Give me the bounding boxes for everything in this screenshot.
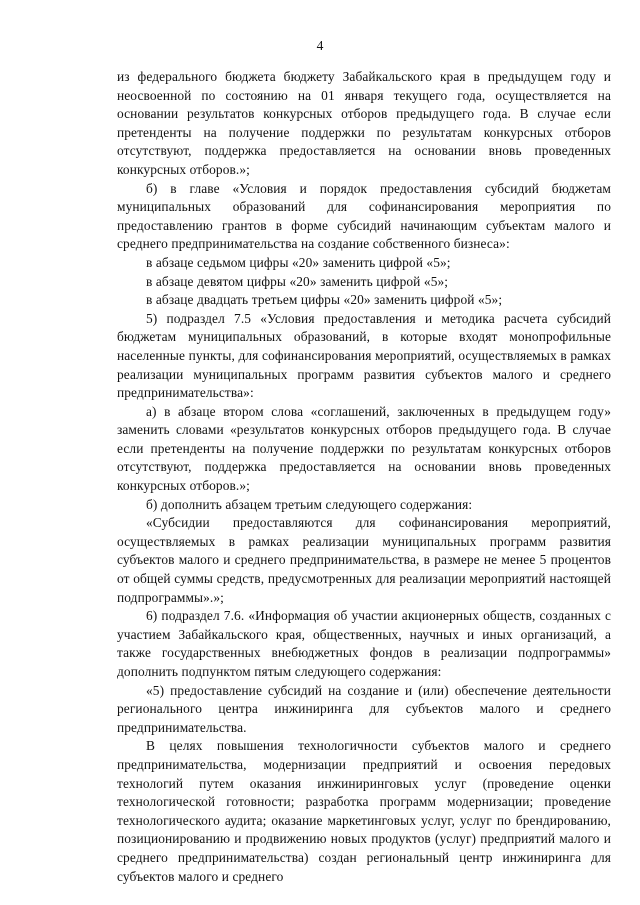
paragraph-quote-subsidies: «Субсидии предоставляются для софинансирования мероприятий, осуществляемых в рамках реализации муниципальных программ развития субъектов малого и среднего предпринимательства, в размере не менее 5 процентов от общей суммы средств, предусмотренных для реализации мероприятий настоящей подпрограммы».»; [117, 515, 611, 605]
paragraph-continuation: из федерального бюджета бюджету Забайкальского края в предыдущем году и неосвоенной по состоянию на 01 января текущего года, осуществляется на основании результатов конкурсных отборов предыдущего года. В случае если претенденты на получение поддержки по результатам конкурсных отборов отсутствуют, поддержка предоставляется на основании вновь проведенных конкурсных отборов.»; [117, 69, 611, 177]
paragraph-subsection-7-6: 6) подраздел 7.6. «Информация об участии акционерных обществ, созданных с участием Забайкальского края, общественных, научных и иных организаций, а также государственных внебюджетных фондов в реализации подпрограммы» дополнить подпунктом пятым следующего содержания: [117, 608, 611, 679]
paragraph-quote-item-5: «5) предоставление субсидий на создание и (или) обеспечение деятельности регионального центра инжиниринга для субъектов малого и среднего предпринимательства. [117, 682, 611, 735]
paragraph-subsection-7-5: 5) подраздел 7.5 «Условия предоставления и методика расчета субсидий бюджетам муниципальных образований, в которые входят монопрофильные населенные пункты, для софинансирования мероприятий, осуществляемых в рамках реализации муниципальных программ развития субъектов малого и среднего предпринимательства»: [117, 310, 611, 401]
page-number: 4 [316, 38, 324, 53]
document-body [117, 68, 611, 886]
paragraph-item-b-add: б) дополнить абзацем третьим следующего содержания: [146, 496, 473, 512]
paragraph-replace-seventh: в абзаце седьмом цифры «20» заменить цифрой «5»; [146, 254, 451, 270]
paragraph-replace-twenty-third: в абзаце двадцать третьем цифры «20» заменить цифрой «5»; [146, 292, 503, 308]
paragraph-replace-ninth: в абзаце девятом цифры «20» заменить цифрой «5»; [146, 273, 449, 289]
paragraph-item-a: а) в абзаце втором слова «соглашений, заключенных в предыдущем году» заменить словами «результатов конкурсных отборов предыдущего года. В случае если претенденты на получение поддержки по результатам конкурсных отборов отсутствуют, поддержка предоставляется на основании вновь проведенных конкурсных отборов.»; [117, 403, 611, 494]
paragraph-item-b-chapter: б) в главе «Условия и порядок предоставления субсидий бюджетам муниципальных образований для софинансирования мероприятия по предоставлению грантов в форме субсидий начинающим субъектам малого и среднего предпринимательства на создание собственного бизнеса»: [117, 180, 611, 252]
paragraph-engineering-center: В целях повышения технологичности субъектов малого и среднего предпринимательства, модернизации предприятий и освоения передовых технологий путем оказания инжиниринговых услуг (проведение оценки технологической готовности; разработка программ модернизации; проведение технологического аудита; оказание маркетинговых услуг, услуг по брендированию, позиционированию и продвижению новых продуктов (услуг) предприятий малого и среднего предпринимательства) создан региональный центр инжиниринга для субъектов малого и среднего [117, 738, 611, 884]
